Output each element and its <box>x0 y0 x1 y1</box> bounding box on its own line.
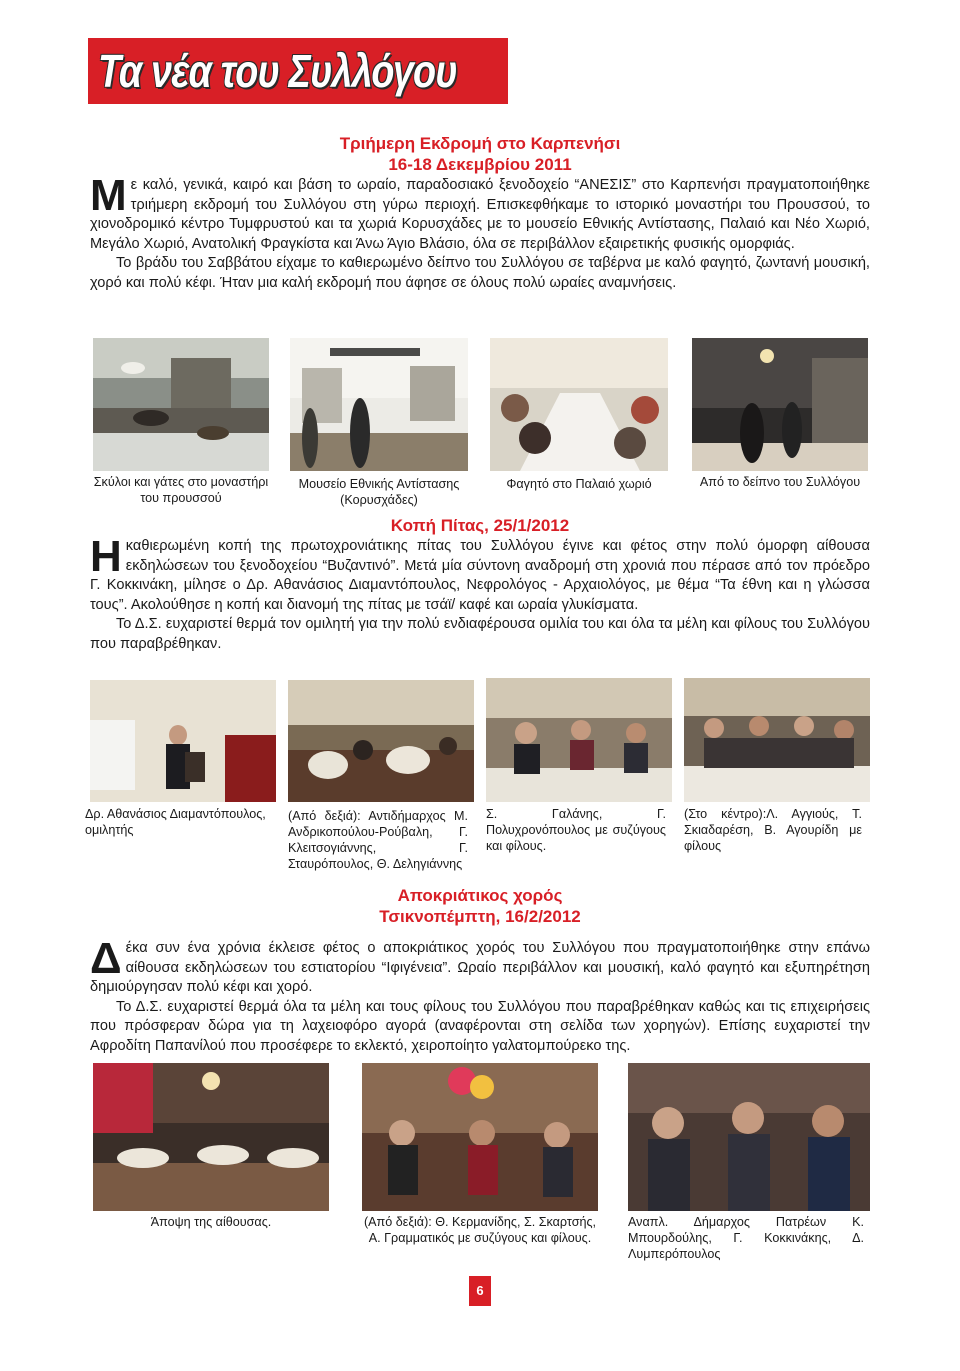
photo-cats-dogs <box>93 338 269 471</box>
paragraph: Το βράδυ του Σαββάτου είχαμε το καθιερωμένο δείπνο του Συλλόγου σε ταβέρνα με καλό φαγητό, ζωντανή μουσική, χορό και πολύ κέφι. Ήταν μια καλή εκδρομή που άφησε σε όλους πολύ ωραίες αναμνήσεις. <box>90 255 870 291</box>
photo-dinner <box>692 338 868 471</box>
section-karpenisi-title-line2: 16-18 Δεκεμβρίου 2011 <box>388 155 572 174</box>
photo-ballroom <box>93 1063 329 1211</box>
header-banner <box>88 38 508 104</box>
photo-museum <box>290 338 468 471</box>
section-pita-title: Κοπή Πίτας, 25/1/2012 <box>390 516 570 535</box>
section-karpenisi-body <box>90 171 870 294</box>
paragraph-text: καθιερωμένη κοπή της πρωτοχρονιάτικης πίτας του Συλλόγου έγινε και φέτος στην πολύ όμορφη αίθουσα εκδηλώσεων του ξενοδοχείου “Βυζαντινό”. Μετά μία σύντονη αναδρομή στη χρονιά που πέρασε από τον πρόεδρο Γ. Κοκκινάκη, μίλησε ο Δρ. Αθανάσιος Διαμαντόπουλος, Νεφρολόγος - Αρχαιολόγος, με θέμα “Τα έθνη και η γλώσσα τους”. Ακολούθησε η κοπή και διανομή της πίτας με τσάϊ/ καφέ και ωραία γλυκίσματα. <box>90 538 870 613</box>
paragraph: Το Δ.Σ. ευχαριστεί θερμά τον ομιλητή για την πολύ ενδιαφέρουσα ομιλία του και όλα τα μέλη και φίλους του Συλλόγου που παραβρέθηκαν. <box>90 616 870 652</box>
photo-speaker <box>90 680 276 802</box>
paragraph <box>90 934 870 998</box>
section-karpenisi-title-line1: Τριήμερη Εκδρομή στο Καρπενήσι <box>339 134 621 153</box>
caption-guests: Σ. Γαλάνης, Γ. Πολυχρονόπουλος με συζύγους και φίλους. <box>486 807 666 853</box>
photo-hall-tables <box>288 680 474 802</box>
drop-cap: Δ <box>90 934 122 983</box>
paragraph <box>90 171 870 254</box>
paragraph-text: ε καλό, γενικά, καιρό και βάση το ωραίο, παραδοσιακό ξενοδοχείο “ΑΝΕΣΙΣ” στο Καρπενήσι πραγματοποιήθηκε τριήμερη εκδρομή του Συλλόγου στη γύρω περιοχή. Επισκεφθήκαμε το ιστορικό μοναστήρι του Προυσσού, το χιονοδρομικό κέντρο Τυμφρυστού και τα χωριά Κορυσχάδες με το μουσείο Εθνικής Αντίστασης, Παλαιό και Νέο Χωριό, Μεγάλο Χωριό, Ανατολική Φραγκίστα και Άνω Άγιο Βλάσιο, όλα σε περιβάλλον εξαιρετικής φυσικής ομορφιάς. <box>90 177 870 252</box>
paragraph-text: έκα συν ένα χρόνια έκλεισε φέτος ο αποκριάτικος χορός του Συλλόγου που πραγματοποιήθηκε στην επάνω αίθουσα εκδηλώσεων του εστιατορίου “Ιφιγένεια”. Ωραίο περιβάλλον και μουσική, καλό φαγητό και εξυπηρέτηση δημιούργησαν πολύ κέφι και χορό. <box>90 940 870 996</box>
caption-ballroom: Άποψη της αίθουσας. <box>150 1215 272 1229</box>
caption-dinner: Από το δείπνο του Συλλόγου <box>699 475 861 489</box>
section-carnival-title <box>90 885 870 927</box>
section-carnival-body <box>90 934 870 1057</box>
drop-cap: Μ <box>90 171 127 220</box>
caption-mayor: Αναπλ. Δήμαρχος Πατρέων Κ. Μπουρδούλης, Γ. Κοκκινάκης, Δ. Λυμπερόπουλος <box>628 1215 864 1261</box>
page-number: 6 <box>469 1276 491 1306</box>
caption-museum: Μουσείο Εθνικής Αντίστασης (Κορυσχάδες) <box>298 477 460 507</box>
section-karpenisi-title <box>90 133 870 175</box>
caption-cats-dogs: Σκύλοι και γάτες στο μοναστήρι του προυσσού <box>93 475 269 505</box>
page-title: Τα νέα του Συλλόγου <box>98 45 457 97</box>
caption-speaker: Δρ. Αθανάσιος Διαμαντόπουλος, ομιλητής <box>85 807 266 837</box>
caption-hall-tables: (Από δεξιά): Αντιδήμαρχος Μ. Ανδρικοπούλου-Ρούβαλη, Γ. Κλειτσογιάννης, Γ. Σταυρόπουλος, Θ. Δεληγιάννης <box>288 809 468 871</box>
photo-lunch <box>490 338 668 471</box>
caption-lunch: Φαγητό στο Παλαιό χωριό <box>506 477 652 491</box>
photo-dancers <box>362 1063 598 1211</box>
paragraph: Το Δ.Σ. ευχαριστεί θερμά όλα τα μέλη και τους φίλους του Συλλόγου που παραβρέθηκαν καθώς και τις επιχειρήσεις που πρόσφεραν δώρα για τη λαχειοφόρο αγορά (αναφέρονται στη σελίδα των χορηγών). Επίσης ευχαριστεί την Αφροδίτη Παπανίλού που προσέφερε το εκλεκτό, χειροποίητο γαλατομπούρεκο της. <box>90 998 870 1054</box>
caption-dancers: (Από δεξιά): Θ. Κερμανίδης, Σ. Σκαρτσής, Α. Γραμματικός με συζύγους και φίλους. <box>363 1215 597 1245</box>
section-carnival-title-line2: Τσικνοπέμπτη, 16/2/2012 <box>379 907 581 926</box>
section-carnival-title-line1: Αποκριάτικος χορός <box>397 886 563 905</box>
photo-mayor <box>628 1063 870 1211</box>
photo-table-guests <box>684 678 870 802</box>
paragraph <box>90 532 870 615</box>
drop-cap: Η <box>90 532 122 581</box>
section-pita-body <box>90 532 870 655</box>
caption-table-guests: (Στο κέντρο):Λ. Αγγιούς, Τ. Σκιαδαρέση, Β. Αγουρίδη με φίλους <box>684 807 862 853</box>
photo-guests <box>486 678 672 802</box>
